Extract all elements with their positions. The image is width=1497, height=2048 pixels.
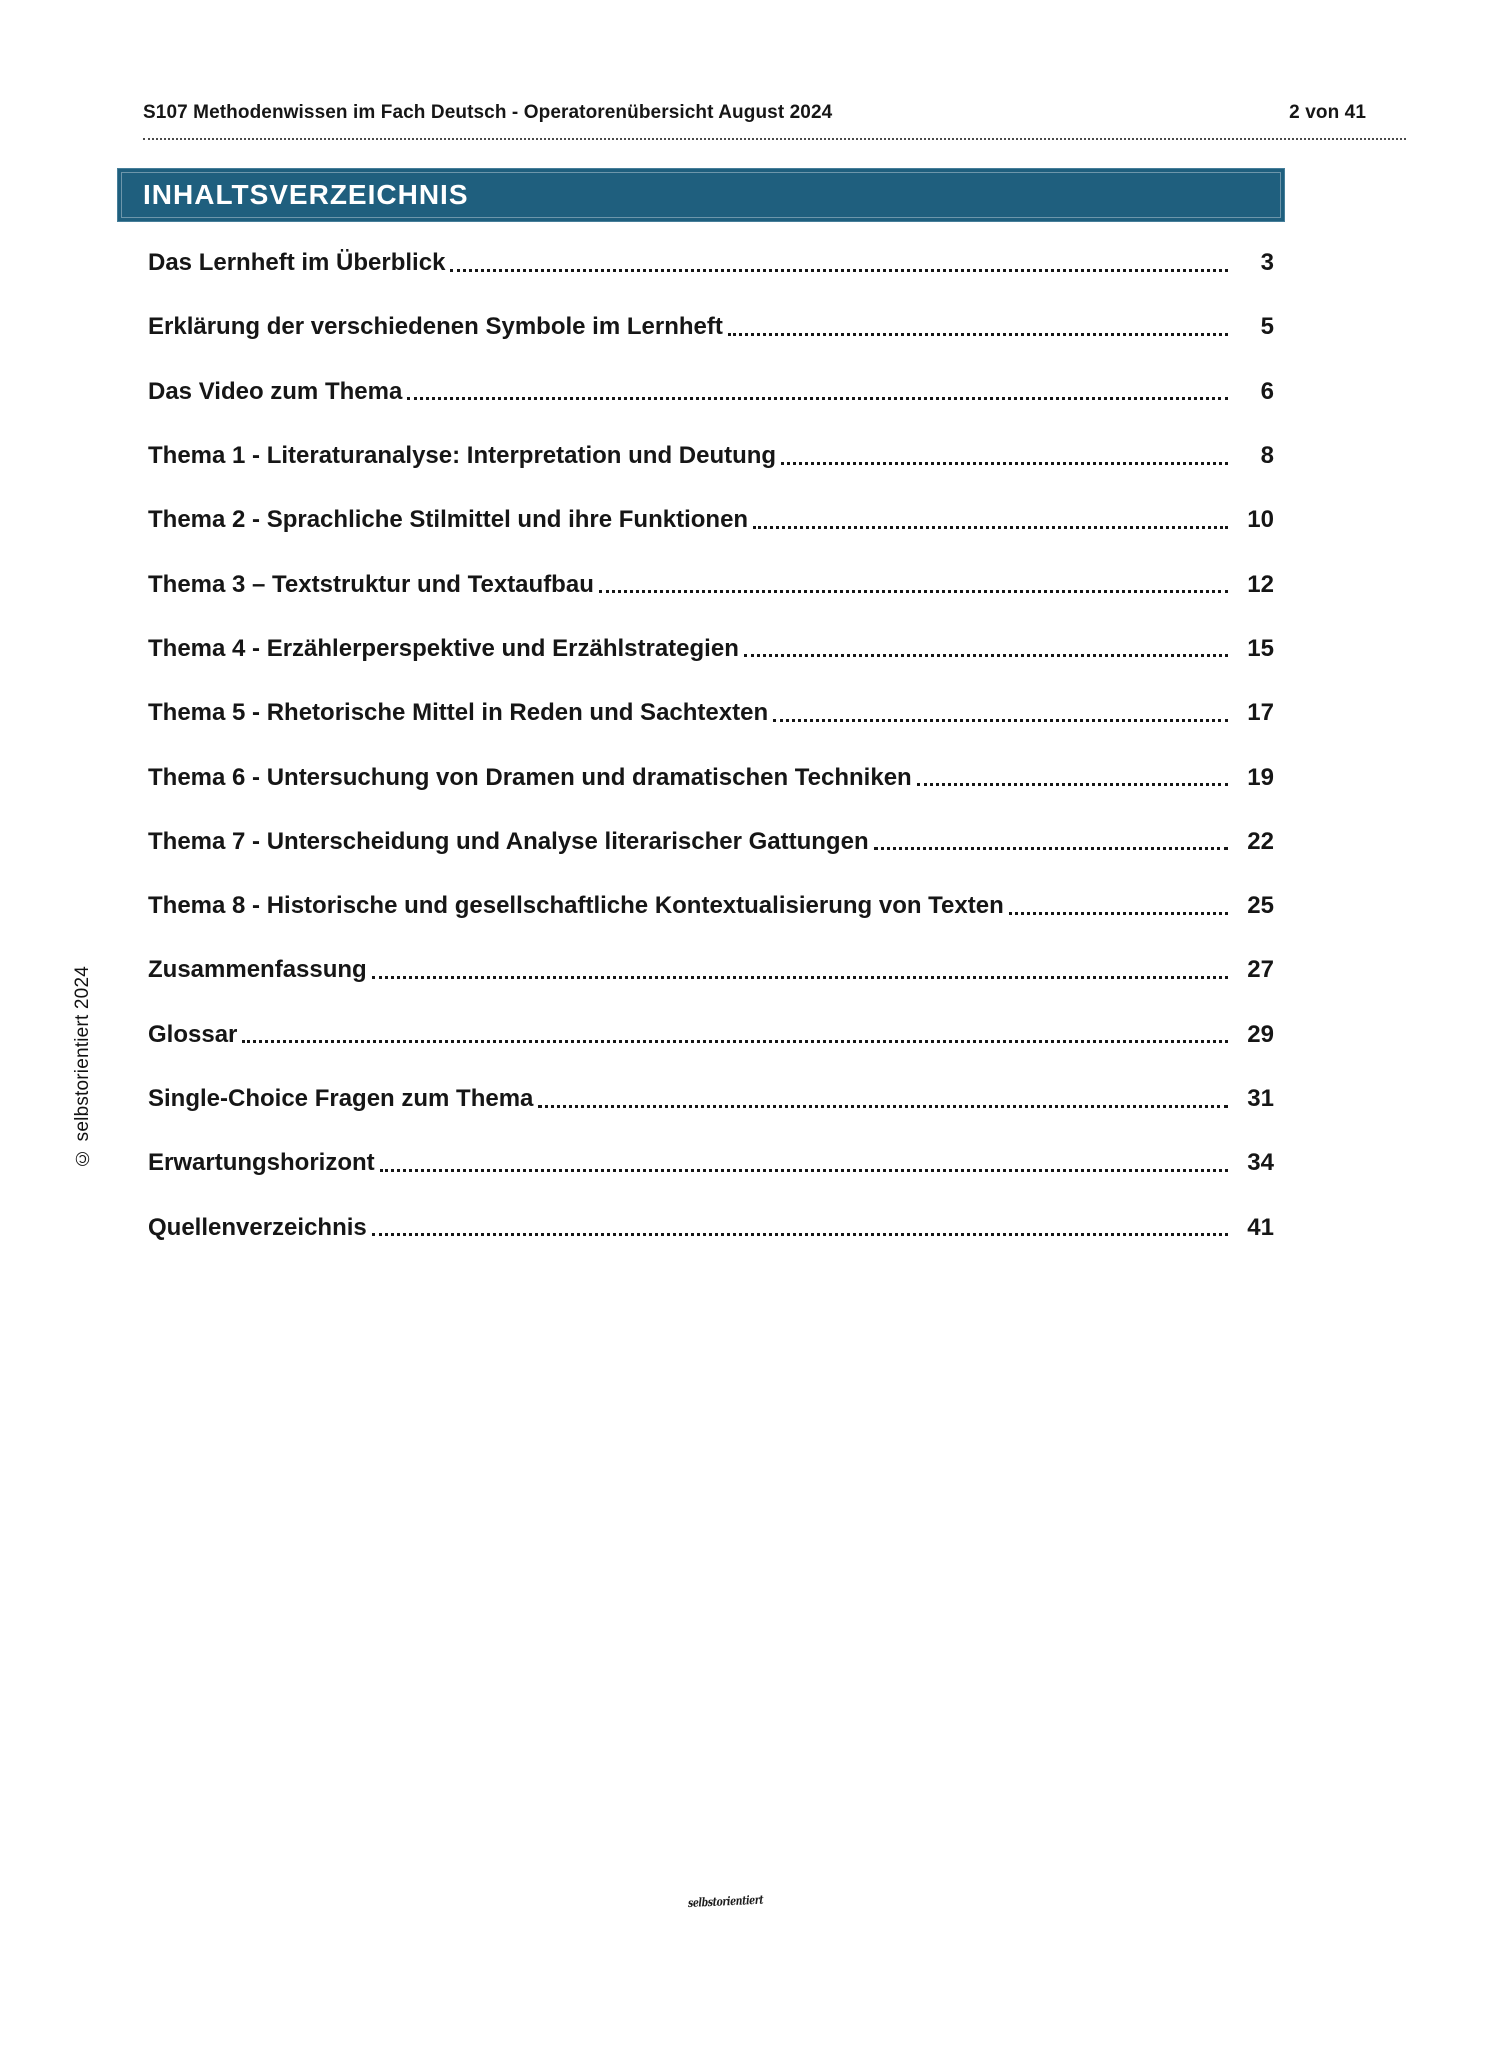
toc-dot-leader [781, 462, 1228, 465]
page-number-indicator: 2 von 41 [1289, 102, 1366, 123]
section-title-bar [117, 168, 1285, 222]
toc-page-number: 3 [1260, 249, 1274, 277]
toc-page-number: 6 [1260, 377, 1274, 405]
toc-page-number: 15 [1247, 634, 1274, 662]
toc-page-number: 5 [1260, 313, 1274, 341]
toc-row[interactable] [148, 488, 1274, 552]
toc-dot-leader [744, 654, 1228, 657]
toc-row[interactable] [148, 424, 1274, 488]
toc-row[interactable] [148, 938, 1274, 1002]
toc-page-number: 19 [1247, 763, 1274, 791]
toc-entry-title: Thema 8 - Historische und gesellschaftliche Kontextualisierung von Texten [148, 892, 1004, 920]
toc-row[interactable] [148, 617, 1274, 681]
toc-page-number: 41 [1247, 1213, 1274, 1241]
toc-entry-title: Thema 4 - Erzählerperspektive und Erzählstrategien [148, 634, 739, 662]
toc-dot-leader [372, 976, 1228, 979]
toc-entry-title: Quellenverzeichnis [148, 1213, 367, 1241]
toc-list [148, 231, 1274, 1260]
toc-row[interactable] [148, 1003, 1274, 1067]
toc-entry-title: Erwartungshorizont [148, 1149, 375, 1177]
toc-page-number: 31 [1247, 1085, 1274, 1112]
toc-dot-leader [728, 333, 1228, 336]
toc-entry-title: Thema 5 - Rhetorische Mittel in Reden und Sachtexten [148, 699, 769, 727]
toc-entry-title: Thema 2 - Sprachliche Stilmittel und ihre Funktionen [148, 506, 749, 534]
toc-page-number: 8 [1260, 442, 1274, 470]
toc-row[interactable] [148, 745, 1274, 809]
toc-entry-title: Das Lernheft im Überblick [148, 249, 446, 277]
toc-row[interactable] [148, 681, 1274, 745]
toc-page-number: 22 [1247, 827, 1274, 855]
toc-entry-title: Thema 3 – Textstruktur und Textaufbau [148, 570, 594, 598]
toc-page-number: 25 [1247, 892, 1274, 920]
toc-dot-leader [753, 526, 1228, 529]
toc-page-number: 17 [1247, 699, 1274, 727]
toc-dot-leader [874, 847, 1228, 850]
toc-dot-leader [599, 590, 1228, 593]
brand-signature-logo: selbstorientiert [687, 1892, 764, 1910]
toc-row[interactable] [148, 295, 1274, 359]
copyright-vertical-text: © selbstorientiert 2024 [72, 966, 93, 1168]
toc-row[interactable] [148, 810, 1274, 874]
toc-row[interactable] [148, 874, 1274, 938]
toc-page-number: 34 [1247, 1149, 1274, 1177]
toc-page-number: 29 [1247, 1020, 1274, 1048]
toc-entry-title: Erklärung der verschiedenen Symbole im Lernheft [148, 313, 723, 341]
toc-dot-leader [917, 783, 1228, 786]
toc-entry-title: Thema 1 - Literaturanalyse: Interpretation und Deutung [148, 442, 777, 470]
toc-page-number: 10 [1247, 506, 1274, 534]
toc-dot-leader [450, 269, 1228, 272]
toc-dot-leader [1009, 912, 1228, 915]
toc-entry-title: Glossar [148, 1020, 238, 1048]
toc-dot-leader [380, 1169, 1228, 1172]
toc-entry-title: Single-Choice Fragen zum Thema [148, 1085, 534, 1112]
toc-page-number: 12 [1247, 570, 1274, 598]
section-title: INHALTSVERZEICHNIS [143, 179, 469, 210]
toc-row[interactable] [148, 360, 1274, 424]
toc-dot-leader [242, 1040, 1228, 1043]
toc-entry-title: Zusammenfassung [148, 956, 367, 984]
toc-page-number: 27 [1247, 956, 1274, 984]
toc-row[interactable] [148, 552, 1274, 616]
toc-dot-leader [773, 719, 1228, 722]
toc-row[interactable] [148, 1195, 1274, 1259]
toc-entry-title: Das Video zum Thema [148, 377, 403, 405]
toc-dot-leader [372, 1233, 1228, 1236]
toc-entry-title: Thema 7 - Unterscheidung und Analyse literarischer Gattungen [148, 827, 869, 855]
toc-row[interactable] [148, 1131, 1274, 1195]
toc-dot-leader [538, 1105, 1228, 1108]
toc-row[interactable] [148, 231, 1274, 295]
toc-entry-title: Thema 6 - Untersuchung von Dramen und dramatischen Techniken [148, 763, 912, 791]
running-header [143, 102, 1406, 140]
toc-row[interactable] [148, 1067, 1274, 1131]
document-title: S107 Methodenwissen im Fach Deutsch - Operatorenübersicht August 2024 [143, 102, 833, 123]
toc-dot-leader [407, 397, 1228, 400]
